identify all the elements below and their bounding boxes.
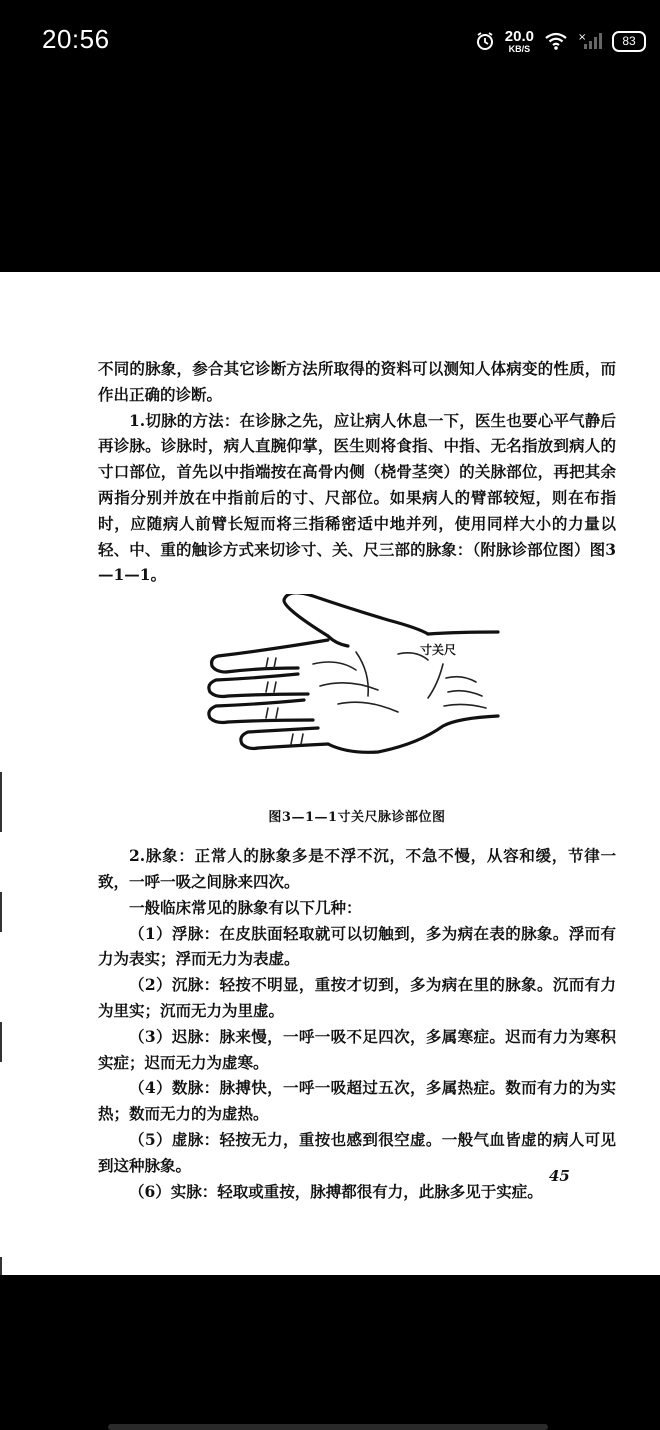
network-speed-unit: KB/S — [508, 43, 531, 54]
document-page[interactable] — [0, 272, 660, 1275]
paragraph-pulse: 2.脉象：正常人的脉象多是不浮不沉，不急不慢，从容和缓，节律一致，一呼一吸之间脉来四次。 — [98, 846, 616, 891]
alarm-icon — [475, 31, 495, 51]
wifi-icon — [544, 31, 568, 51]
paragraph-method: 1.切脉的方法：在诊脉之先，应让病人休息一下，医生也要心平气静后再诊脉。诊脉时，病人直腕仰掌，医生则将食指、中指、无名指放到病人的寸口部位，首先以中指端按在高骨内侧（桡骨茎突）的关脉部位，再把其余两指分别并放在中指前后的寸、尺部位。如果病人的臂部较短，则在布指时，应随病人前臂长短而将三指稀密适中地并列，使用同样大小的力量以轻、中、重的触诊方式来切诊寸、关、尺三部的脉象：（附脉诊部位图）图3—1—1。 — [98, 410, 616, 585]
status-time: 20:56 — [42, 24, 110, 54]
page-number: 45 — [549, 1167, 570, 1185]
edge-mark — [0, 1022, 2, 1062]
navigation-handle[interactable] — [108, 1424, 548, 1430]
figure-caption: 图3—1—1寸关尺脉诊部位图 — [268, 810, 446, 826]
paragraph-slow-pulse: （3）迟脉：脉来慢，一呼一吸不足四次，多属寒症。迟而有力为寒积实症；迟而无力为虚寒。 — [98, 1026, 616, 1072]
edge-mark — [0, 1257, 2, 1275]
paragraph-deep-pulse: （2）沉脉：轻按不明显，重按才切到，多为病在里的脉象。沉而有力为里实；沉而无力为里虚。 — [98, 975, 616, 1020]
paragraph-intro: 不同的脉象，参合其它诊断方法所取得的资料可以测知人体病变的性质，而作出正确的诊断。 — [98, 359, 616, 404]
hand-illustration — [98, 594, 616, 804]
figure-label: 寸关尺 — [420, 643, 457, 658]
network-speed-value: 20.0 — [504, 27, 534, 45]
status-bar — [0, 0, 660, 82]
svg-text:×: × — [578, 32, 587, 43]
edge-mark — [0, 772, 2, 832]
paragraph-strong-pulse: （6）实脉：轻取或重按，脉搏都很有力，此脉多见于实症。 — [129, 1181, 543, 1201]
paragraph-weak-pulse: （5）虚脉：轻按无力，重按也感到很空虚。一般气血皆虚的病人可见到这种脉象。 — [98, 1129, 616, 1175]
page-content — [98, 356, 616, 1204]
paragraph-floating-pulse: （1）浮脉：在皮肤面轻取就可以切触到，多为病在表的脉象。浮而有力为表实；浮而无力为表虚。 — [98, 923, 616, 969]
signal-icon — [578, 31, 602, 51]
status-icons — [475, 26, 646, 56]
paragraph-rapid-pulse: （4）数脉：脉搏快，一呼一吸超过五次，多属热症。数而有力的为实热；数而无力的为虚热。 — [98, 1078, 616, 1124]
hand-figure — [98, 594, 616, 804]
network-speed — [505, 29, 534, 54]
edge-mark — [0, 892, 2, 932]
paragraph-list-intro: 一般临床常见的脉象有以下几种： — [129, 897, 362, 917]
battery-icon: 83 — [612, 31, 646, 52]
